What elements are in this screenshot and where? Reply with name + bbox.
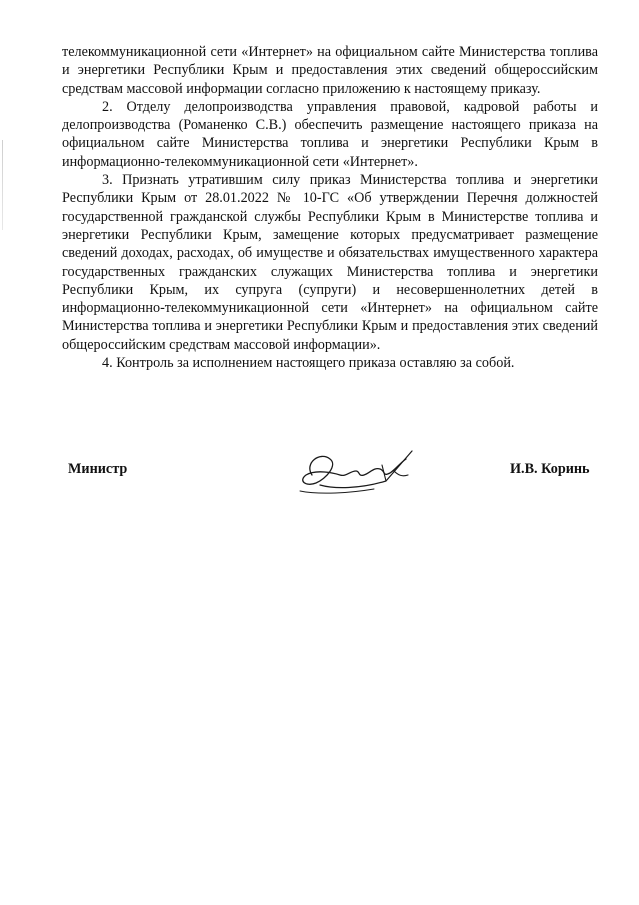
paragraph-item-2: 2. Отделу делопроизводства управления правовой, кадровой работы и делопроизводства (Романенко С.В.) обеспечить размещение настоящего приказа на официальном сайте Министерства топлива и энергетики Республики Крым в информационно-телекоммуникационной сети «Интернет». (62, 98, 598, 170)
document-body (62, 43, 598, 372)
paragraph-item-3: 3. Признать утратившим силу приказ Министерства топлива и энергетики Республики Крым от 28.01.2022 № 10-ГС «Об утверждении Перечня должностей государственной гражданской службы Республики Крым в Министерстве топлива и энергетики Республики Крым, замещение которых предусматривает размещение сведений доходах, расходах, об имуществе и обязательствах имущественного характера государственных гражданских служащих Министерства топлива и энергетики Республики Крым, их супруга (супруги) и несовершеннолетних детей в информационно-телекоммуникационной сети «Интернет» на официальном сайте Министерства топлива и энергетики Республики Крым и предоставления этих сведений общероссийским средствам массовой информации». (62, 172, 598, 353)
signer-name: И.В. Коринь (510, 461, 590, 477)
signer-position: Министр (68, 461, 128, 477)
signature-row (0, 445, 639, 505)
paragraph-item-4: 4. Контроль за исполнением настоящего приказа оставляю за собой. (102, 355, 515, 372)
handwritten-signature (290, 445, 430, 497)
scan-margin-mark (2, 140, 3, 230)
paragraph-continuation: телекоммуникационной сети «Интернет» на официальном сайте Министерства топлива и энергетики Республики Крым и предоставления этих сведений общероссийским средствам массовой информации согласно приложению к настоящему приказу. (62, 44, 598, 97)
